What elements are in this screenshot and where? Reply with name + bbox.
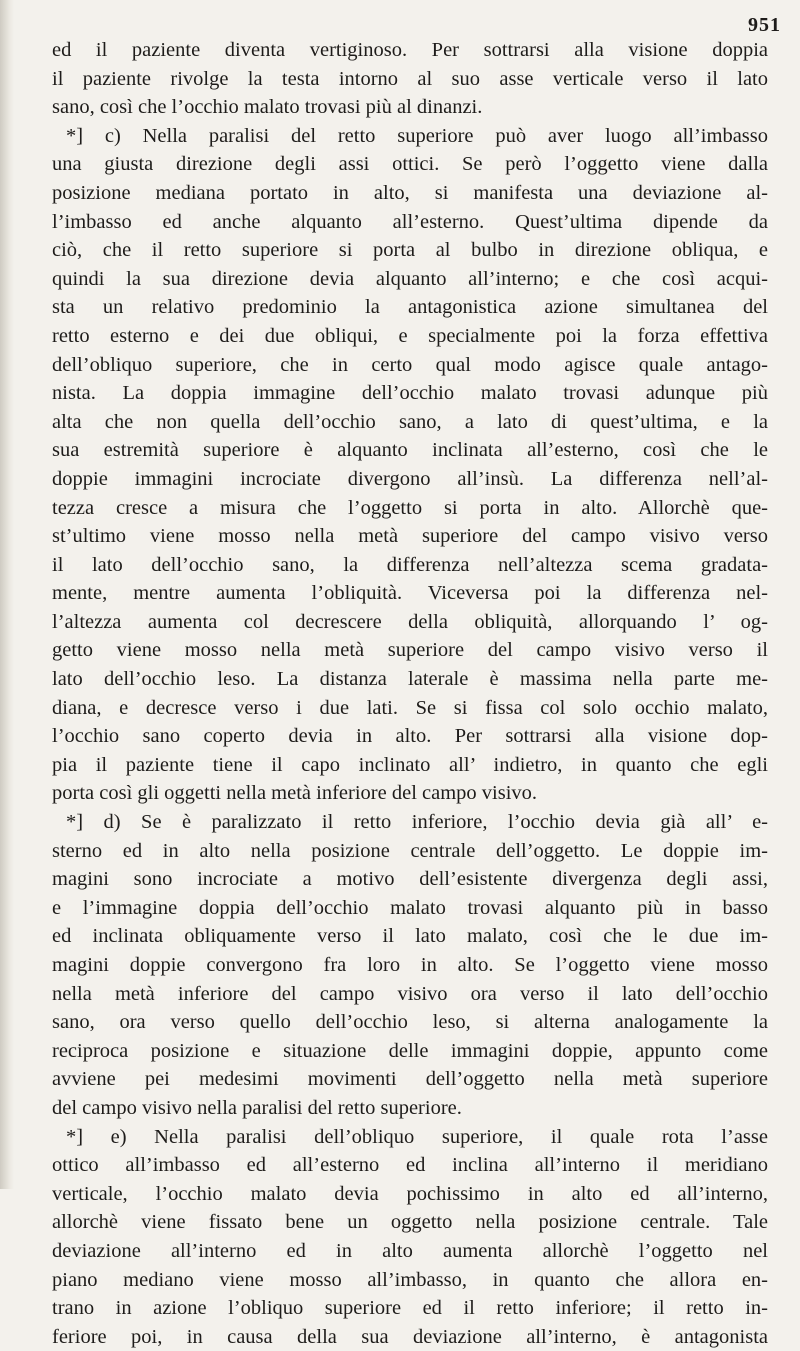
text-line: *] d) Se è paralizzato il retto inferiore, l’occhio devia già all’ e- [66,811,768,834]
text-line: st’ultimo viene mosso nella metà superiore del campo visivo verso [52,525,768,548]
text-line: deviazione all’interno ed in alto aumenta allorchè l’oggetto nel [52,1239,768,1262]
text-line: porta così gli oggetti nella metà inferiore del campo visivo. [52,782,538,805]
text-line: alta che non quella dell’occhio sano, a lato di quest’ultima, e la [52,410,768,433]
text-line: il paziente rivolge la testa intorno al suo asse verticale verso il lato [52,67,768,90]
text-line: diana, e decresce verso i due lati. Se si fissa col solo occhio malato, [52,696,768,719]
text-line: sano, ora verso quello dell’occhio leso, si alterna analogamente la [52,1011,768,1034]
text-line: nella metà inferiore del campo visivo ora verso il lato dell’occhio [52,982,768,1005]
text-line: avviene pei medesimi movimenti dell’oggetto nella metà superiore [52,1068,768,1091]
text-line: mente, mentre aumenta l’obliquità. Viceversa poi la differenza nel- [52,582,768,605]
text-line: doppie immagini incrociate divergono all’insù. La differenza nell’al- [52,467,768,490]
text-line: trano in azione l’obliquo superiore ed il retto inferiore; il retto in- [52,1297,768,1320]
text-line: e l’immagine doppia dell’occhio malato trovasi alquanto più in basso [52,896,768,919]
text-line: *] e) Nella paralisi dell’obliquo superiore, il quale rota l’asse [66,1125,768,1148]
text-line: sterno ed in alto nella posizione centrale dell’oggetto. Le doppie im- [52,839,768,862]
text-line: quindi la sua direzione devia alquanto all’interno; e che così acqui- [52,267,768,290]
text-line: magini sono incrociate a motivo dell’esistente divergenza degli assi, [52,868,768,891]
text-line: ed il paziente diventa vertiginoso. Per sottrarsi alla visione doppia [52,39,768,61]
text-line: sta un relativo predominio la antagonistica azione simultanea del [52,296,768,319]
text-line: una giusta direzione degli assi ottici. Se però l’oggetto viene dalla [52,153,768,176]
text-line: lato dell’occhio leso. La distanza laterale è massima nella parte me- [52,668,768,691]
text-line: del campo visivo nella paralisi del retto superiore. [52,1096,462,1119]
text-line: il lato dell’occhio sano, la differenza nell’altezza scema gradata- [52,553,768,576]
page-number: 951 [748,14,781,36]
text-line: feriore poi, in causa della sua deviazione all’interno, è antagonista [52,1325,768,1348]
text-line: pia il paziente tiene il capo inclinato all’ indietro, in quanto che egli [52,753,768,776]
text-line: l’occhio sano coperto devia in alto. Per sottrarsi alla visione dop- [52,725,768,748]
text-line: getto viene mosso nella metà superiore del campo visivo verso il [52,639,768,662]
text-line: ottico all’imbasso ed all’esterno ed inclina all’interno il meridiano [52,1154,768,1177]
text-line: l’altezza aumenta col decrescere della obliquità, allorquando l’ og- [52,610,768,633]
text-line: ed inclinata obliquamente verso il lato malato, così che le due im- [52,925,768,948]
text-line: magini doppie convergono fra loro in alto. Se l’oggetto viene mosso [52,954,768,976]
text-line: sua estremità superiore è alquanto inclinata all’esterno, così che le [52,439,768,462]
text-line: *] c) Nella paralisi del retto superiore può aver luogo all’imbasso [66,124,768,147]
text-line: ciò, che il retto superiore si porta al bulbo in direzione obliqua, e [52,239,768,262]
text-line: l’imbasso ed anche alquanto all’esterno. Quest’ultima dipende da [52,210,768,233]
text-line: retto esterno e dei due obliqui, e specialmente poi la forza effettiva [52,324,768,347]
page-binding-shadow [0,0,14,1189]
text-line: reciproca posizione e situazione delle immagini doppie, appunto come [52,1039,768,1062]
text-line: posizione mediana portato in alto, si manifesta una deviazione al- [52,181,768,204]
text-line: allorchè viene fissato bene un oggetto nella posizione centrale. Tale [52,1211,768,1234]
text-line: sano, così che l’occhio malato trovasi più al dinanzi. [52,96,483,119]
body-text [52,36,768,1351]
text-line: dell’obliquo superiore, che in certo qual modo agisce quale antago- [52,353,768,376]
text-line: verticale, l’occhio malato devia pochissimo in alto ed all’interno, [52,1182,768,1205]
text-line: piano mediano viene mosso all’imbasso, in quanto che allora en- [52,1268,768,1291]
text-line: tezza cresce a misura che l’oggetto si porta in alto. Allorchè que- [52,496,768,519]
text-line: nista. La doppia immagine dell’occhio malato trovasi adunque più [52,382,768,405]
